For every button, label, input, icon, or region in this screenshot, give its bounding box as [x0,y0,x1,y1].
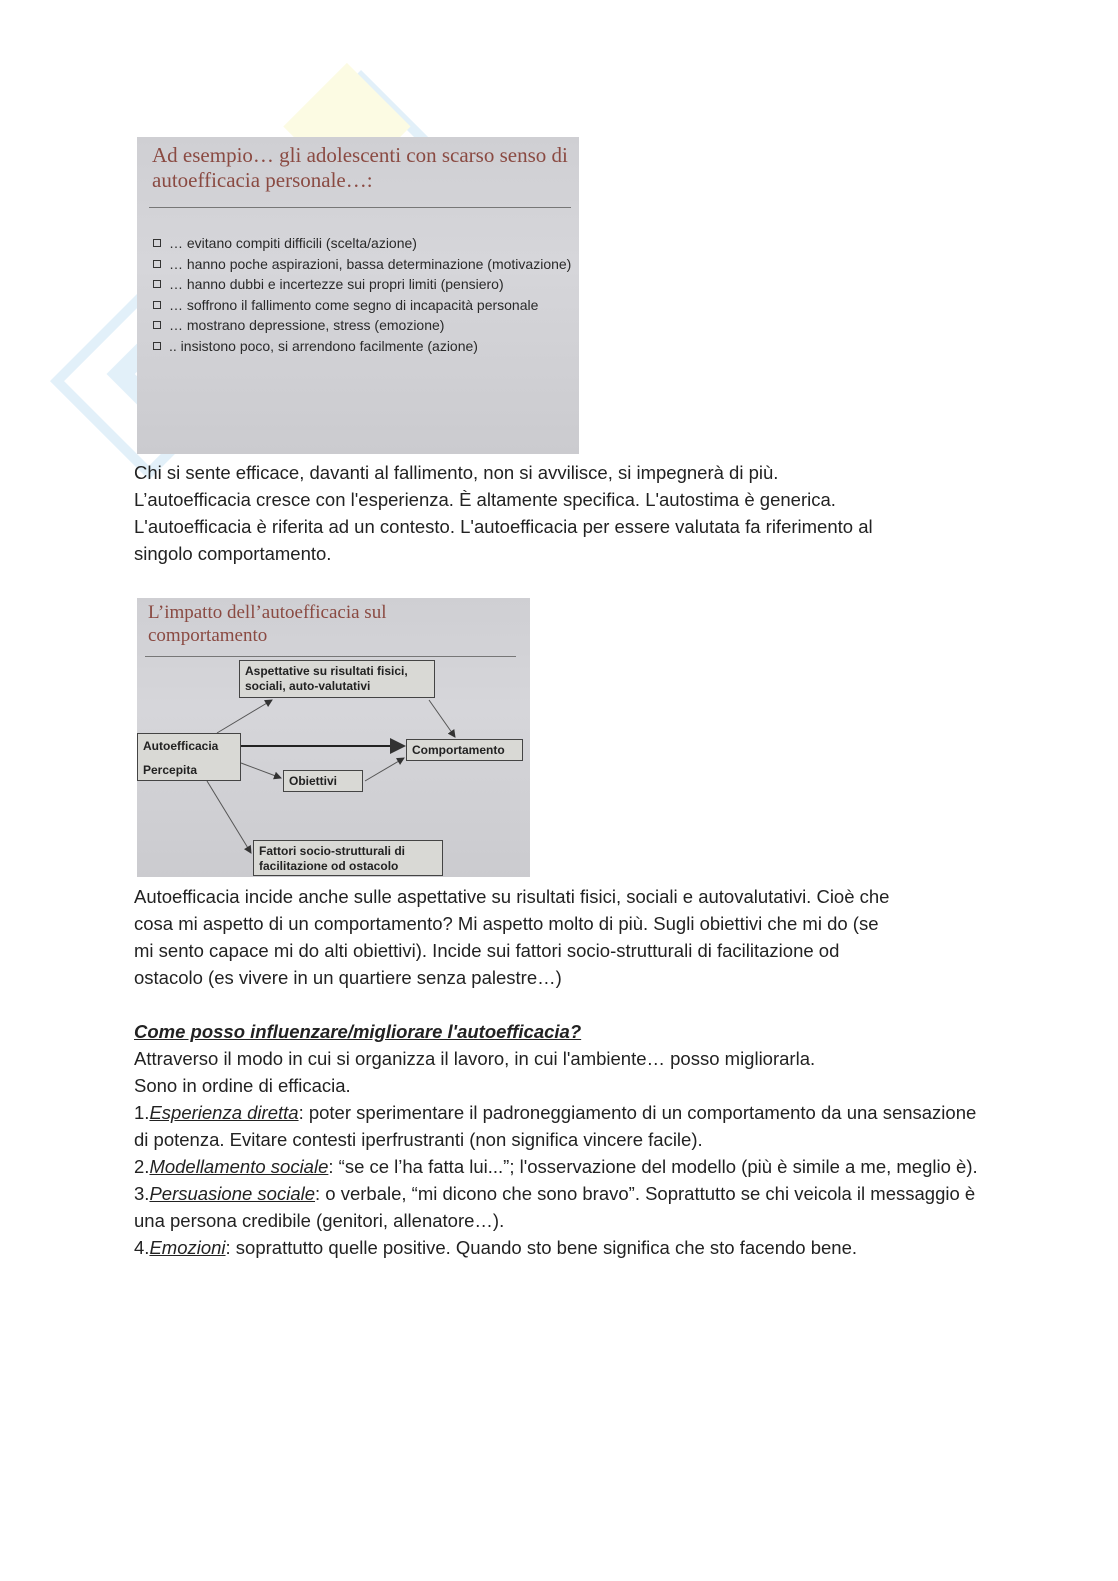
paragraph-aspettative: Autoefficacia incide anche sulle aspettative su risultati fisici, sociali e autovalutativi. Cioè che cosa mi aspetto di un comportamento? Mi aspetto molto di più. Sugli obiettivi che mi do (se mi sento capace mi do alti obiettivi). Incide sui fattori socio-strutturali di facilitazione od ostacolo (es vivere in un quartiere senza palestre…) [134,886,890,988]
list-item: 3.Persuasione sociale: o verbale, “mi dicono che sono bravo”. Soprattutto se chi veicola il messaggio è una persona credibile (genitori, allenatore…). [134,1183,976,1231]
slide-image-adolescenti [137,137,579,454]
checkbox-icon [153,260,161,268]
section-heading: Come posso influenzare/migliorare l'autoefficacia? [134,1021,582,1042]
slide1-rule [149,207,571,208]
paragraph-miglioramento: Attraverso il modo in cui si organizza il lavoro, in cui l'ambiente… posso migliorarla. Sono in ordine di efficacia. 1.Esperienza diretta: poter sperimentare il padroneggiamento di un comportamento da una sensazione di potenza. Evitare contesti iperfrustranti (non significa vincere facile). 2.Modellamento sociale: “se ce l’ha fatta lui...”; l'osservazione del modello (più è simile a me, meglio è). 3.Persuasione sociale: o verbale, “mi dicono che sono bravo”. Soprattutto se chi veicola il messaggio è una persona credibile (genitori, allenatore…). 4.Emozioni: soprattutto quelle positive. Quando sto bene significa che sto facendo bene. [134,1048,978,1258]
slide1-title: Ad esempio… gli adolescenti con scarso senso di autoefficacia personale…: [152,143,568,193]
list-item: 2.Modellamento sociale: “se ce l’ha fatta lui...”; l'osservazione del modello (più è simile a me, meglio è). [134,1156,978,1177]
node-fattori-socio-strutturali: Fattori socio-strutturali di facilitazione od ostacolo [253,840,443,876]
term-persuasione-sociale: Persuasione sociale [149,1183,316,1204]
slide1-bullet: … soffrono il fallimento come segno di incapacità personale [151,295,579,316]
node-aspettative: Aspettative su risultati fisici, sociali, auto-valutativi [239,660,435,698]
list-item: 1.Esperienza diretta: poter sperimentare il padroneggiamento di un comportamento da una sensazione di potenza. Evitare contesti iperfrustranti (non significa vincere facile). [134,1102,977,1150]
checkbox-icon [153,239,161,247]
slide1-bullet-list [151,233,579,356]
slide2-title: L’impatto dell’autoefficacia sul comportamento [148,602,387,646]
term-esperienza-diretta: Esperienza diretta [149,1102,299,1123]
slide1-bullet: … mostrano depressione, stress (emozione) [151,315,579,336]
term-modellamento-sociale: Modellamento sociale [149,1156,329,1177]
term-emozioni: Emozioni [149,1237,226,1258]
slide1-bullet: … hanno dubbi e incertezze sui propri limiti (pensiero) [151,274,579,295]
node-comportamento: Comportamento [406,739,523,761]
checkbox-icon [153,301,161,309]
slide1-bullet: … evitano compiti difficili (scelta/azione) [151,233,579,254]
checkbox-icon [153,321,161,329]
checkbox-icon [153,342,161,350]
paragraph-autoefficacia: Chi si sente efficace, davanti al fallimento, non si avvilisce, si impegnerà di più. L’autoefficacia cresce con l'esperienza. È altamente specifica. L'autostima è generica. L'autoefficacia è riferita ad un contesto. L'autoefficacia per essere valutata fa riferimento al singolo comportamento. [134,462,873,564]
slide1-bullet: .. insistono poco, si arrendono facilmente (azione) [151,336,579,357]
node-obiettivi: Obiettivi [283,770,363,792]
list-item: 4.Emozioni: soprattutto quelle positive. Quando sto bene significa che sto facendo bene. [134,1237,858,1258]
node-autoefficacia-percepita: Autoefficacia Percepita [137,733,241,781]
slide1-bullet: … hanno poche aspirazioni, bassa determinazione (motivazione) [151,254,579,275]
slide-image-impatto [137,598,530,877]
checkbox-icon [153,280,161,288]
